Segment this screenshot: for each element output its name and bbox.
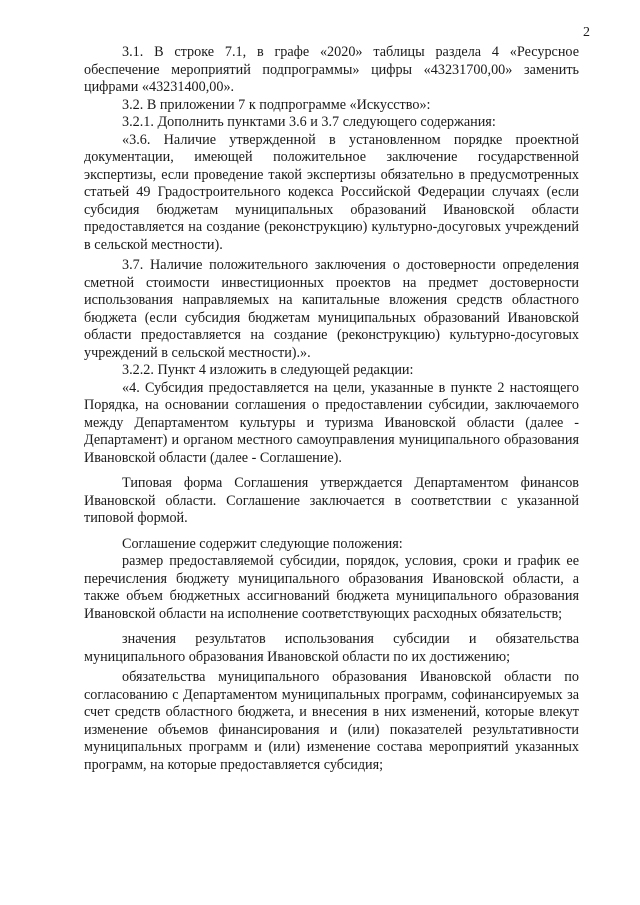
paragraph-3-1: 3.1. В строке 7.1, в графе «2020» таблицы раздела 4 «Ресурсное обеспечение мероприятий подпрограммы» цифры «43231700,00» заменить цифрами «43231400,00». (84, 44, 579, 95)
paragraph-typical-form: Типовая форма Соглашения утверждается Департаментом финансов Ивановской области. Соглашение заключается в соответствии с указанной типовой формой. (84, 475, 579, 526)
paragraph-agreement-contains: Соглашение содержит следующие положения: (122, 535, 403, 552)
paragraph-3-7: 3.7. Наличие положительного заключения о достоверности определения сметной стоимости инвестиционных проектов на предмет достоверности использования направляемых на капитальные вложения средств областного бюджета (если субсидия бюджетам муниципальных образований Ивановской области предоставляется на создание (реконструкцию) культурно-досуговых учреждений в сельской местности).». (84, 257, 579, 361)
paragraph-3-2: 3.2. В приложении 7 к подпрограмме «Искусство»: (122, 96, 431, 113)
list-item-subsidy-size: размер предоставляемой субсидии, порядок, условия, сроки и график ее перечисления бюджету муниципального образования Ивановской области, а также объем бюджетных ассигнований бюджета муниципального образования Ивановской области на исполнение соответствующих расходных обязательств; (84, 553, 579, 622)
document-body (84, 44, 579, 774)
paragraph-3-6: «3.6. Наличие утвержденной в установленном порядке проектной документации, имеющей положительное заключение государственной экспертизы, если проведение такой экспертизы обязательно в предусмотренных статьей 49 Градостроительного кодекса Российской Федерации случаях (если субсидия бюджетам муниципальных образований Ивановской области предоставляется на создание (реконструкцию) культурно-досуговых учреждений в сельской местности). (84, 131, 579, 253)
page-number: 2 (583, 25, 590, 40)
paragraph-4: «4. Субсидия предоставляется на цели, указанные в пункте 2 настоящего Порядка, на основании соглашения о предоставлении субсидии, заключаемого между Департаментом культуры и туризма Ивановской области (далее - Департамент) и органом местного самоуправления муниципального образования Ивановской области (далее - Соглашение). (84, 379, 579, 466)
list-item-result-values: значения результатов использования субсидии и обязательства муниципального образования Ивановской области по их достижению; (84, 631, 579, 665)
list-item-obligations: обязательства муниципального образования Ивановской области по согласованию с Департаментом муниципальных программ, софинансируемых за счет средств областного бюджета, и внесения в них изменений, которые влекут изменение объемов финансирования и (или) показателей результативности муниципальных программ и (или) изменение состава мероприятий указанных программ, на которые предоставляется субсидия; (84, 669, 579, 773)
paragraph-3-2-1: 3.2.1. Дополнить пунктами 3.6 и 3.7 следующего содержания: (122, 114, 496, 130)
paragraph-3-2-2: 3.2.2. Пункт 4 изложить в следующей редакции: (122, 362, 414, 378)
